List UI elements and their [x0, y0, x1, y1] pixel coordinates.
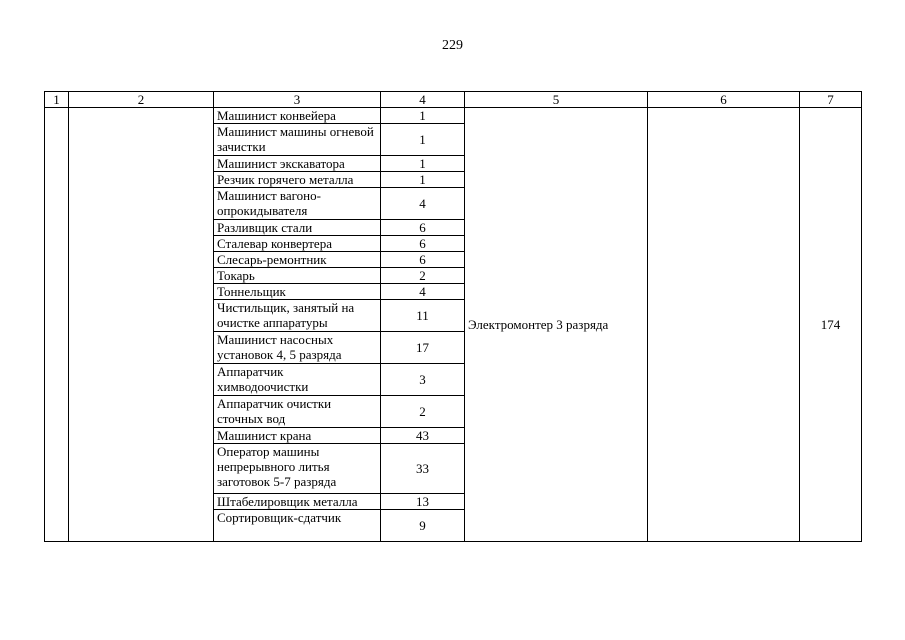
profession-name: Машинист насосных установок 4, 5 разряда	[214, 332, 381, 364]
profession-count: 13	[381, 494, 465, 510]
profession-count: 17	[381, 332, 465, 364]
profession-name: Токарь	[214, 268, 381, 284]
profession-count: 6	[381, 236, 465, 252]
profession-count: 4	[381, 188, 465, 220]
profession-count: 6	[381, 252, 465, 268]
profession-name: Машинист экскаватора	[214, 156, 381, 172]
profession-count: 43	[381, 428, 465, 444]
header-cell: 5	[465, 92, 648, 108]
header-cell: 7	[800, 92, 862, 108]
profession-count: 11	[381, 300, 465, 332]
profession-name: Разливщик стали	[214, 220, 381, 236]
table-row	[45, 108, 862, 124]
profession-count: 9	[381, 510, 465, 542]
header-cell: 2	[69, 92, 214, 108]
page-number: 229	[442, 38, 463, 53]
profession-count: 4	[381, 284, 465, 300]
profession-count: 33	[381, 444, 465, 494]
profession-name: Штабелировщик металла	[214, 494, 381, 510]
header-cell: 1	[45, 92, 69, 108]
profession-name: Аппаратчик химводоочистки	[214, 364, 381, 396]
header-cell: 4	[381, 92, 465, 108]
profession-count: 1	[381, 172, 465, 188]
profession-count: 2	[381, 268, 465, 284]
col1-cell	[45, 108, 69, 542]
profession-name: Аппаратчик очистки сточных вод	[214, 396, 381, 428]
profession-name: Чистильщик, занятый на очистке аппаратуры	[214, 300, 381, 332]
electrician-cell: Электромонтер 3 разряда	[465, 108, 648, 542]
profession-count: 2	[381, 396, 465, 428]
profession-count: 1	[381, 108, 465, 124]
header-cell: 3	[214, 92, 381, 108]
profession-name: Машинист машины огневой зачистки	[214, 124, 381, 156]
col2-cell	[69, 108, 214, 542]
profession-name: Оператор машины непрерывного литья заготовок 5-7 разряда	[214, 444, 381, 494]
profession-count: 1	[381, 156, 465, 172]
profession-count: 1	[381, 124, 465, 156]
profession-name: Машинист крана	[214, 428, 381, 444]
profession-name: Сталевар конвертера	[214, 236, 381, 252]
profession-count: 6	[381, 220, 465, 236]
profession-name: Машинист конвейера	[214, 108, 381, 124]
profession-name: Машинист вагоно-опрокидывателя	[214, 188, 381, 220]
profession-name: Тоннельщик	[214, 284, 381, 300]
profession-count: 3	[381, 364, 465, 396]
header-row	[45, 92, 862, 108]
staffing-table	[44, 91, 862, 542]
profession-name: Сортировщик-сдатчик	[214, 510, 381, 542]
total-cell: 174	[800, 108, 862, 542]
header-cell: 6	[648, 92, 800, 108]
col6-cell	[648, 108, 800, 542]
profession-name: Слесарь-ремонтник	[214, 252, 381, 268]
profession-name: Резчик горячего металла	[214, 172, 381, 188]
